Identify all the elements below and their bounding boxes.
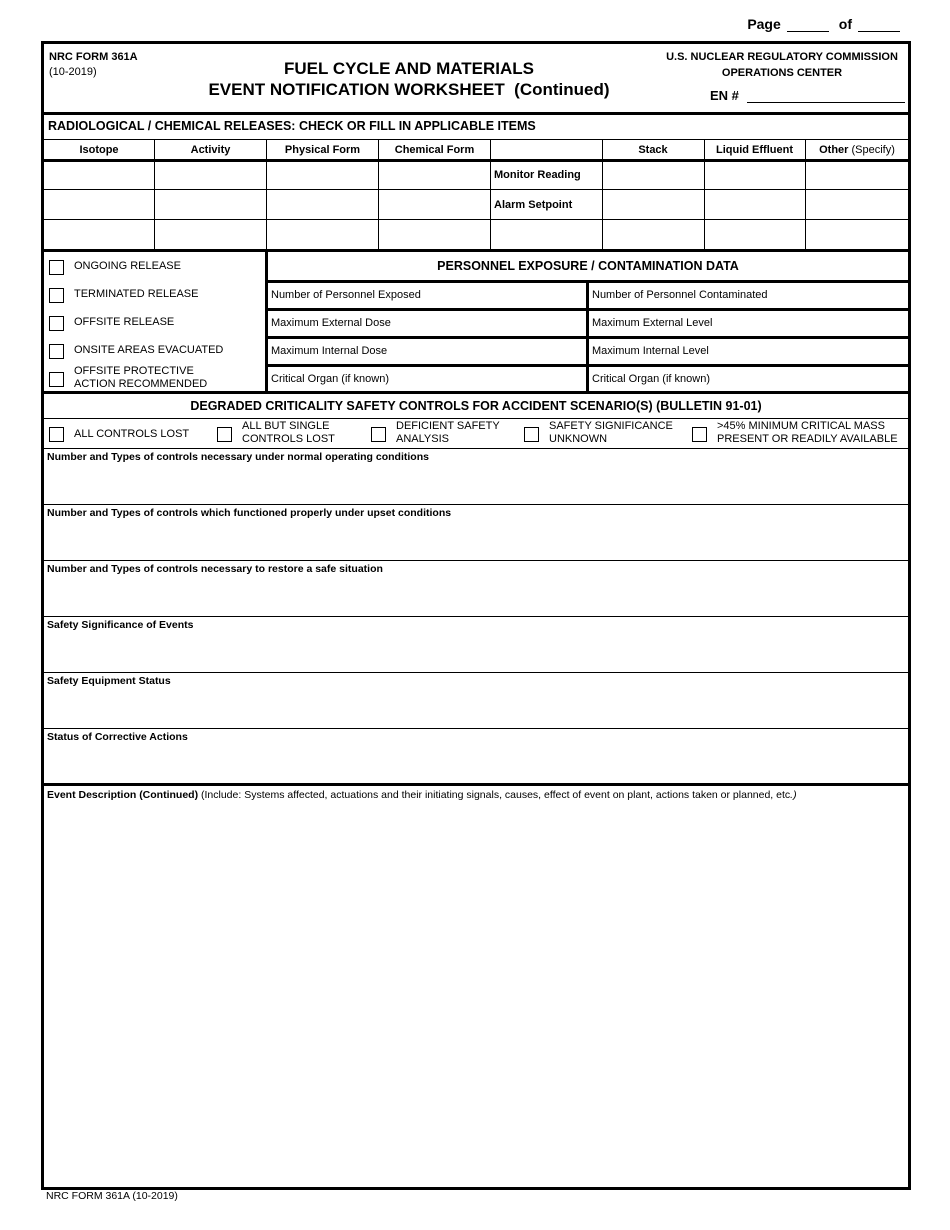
divider (378, 140, 379, 252)
restore-controls-field[interactable] (44, 577, 908, 615)
col-activity: Activity (190, 144, 231, 156)
agency-name: U.S. NUCLEAR REGULATORY COMMISSION (666, 51, 898, 63)
exposure-section-title: PERSONNEL EXPOSURE / CONTAMINATION DATA (437, 259, 739, 273)
all-but-single-label (242, 420, 335, 446)
isotope-cell[interactable] (44, 162, 154, 189)
divider (44, 448, 908, 449)
critical-mass-label (717, 420, 898, 446)
safety-significance-events-label: Safety Significance of Events (47, 619, 194, 631)
event-description-field[interactable] (44, 806, 908, 1184)
releases-section-title: RADIOLOGICAL / CHEMICAL RELEASES: CHECK OR FILL IN APPLICABLE ITEMS (48, 119, 536, 133)
upset-controls-field[interactable] (44, 521, 908, 559)
max-internal-level-label: Maximum Internal Level (592, 345, 709, 357)
form-date: (10-2019) (49, 66, 97, 78)
divider (154, 140, 155, 252)
en-label: EN # (710, 88, 739, 103)
critical-mass-checkbox[interactable] (692, 427, 707, 442)
max-external-dose-label: Maximum External Dose (271, 317, 391, 329)
activity-cell[interactable] (155, 162, 266, 189)
col-stack: Stack (638, 144, 668, 156)
divider (266, 140, 267, 252)
ongoing-release-label: ONGOING RELEASE (74, 260, 181, 272)
all-controls-lost-checkbox[interactable] (49, 427, 64, 442)
restore-controls-label: Number and Types of controls necessary to restore a safe situation (47, 563, 383, 575)
divider (602, 140, 603, 252)
divider (44, 560, 908, 561)
title-line-1: FUEL CYCLE AND MATERIALS (284, 59, 534, 78)
safety-significance-checkbox[interactable] (524, 427, 539, 442)
page-number-field[interactable] (787, 17, 829, 32)
title-line-2: EVENT NOTIFICATION WORKSHEET (Continued) (208, 80, 610, 99)
en-number (710, 86, 905, 103)
critical-mass-line-2: PRESENT OR READILY AVAILABLE (717, 433, 898, 445)
liquid-monitor-cell[interactable] (705, 162, 805, 189)
divider (44, 219, 908, 220)
divider (44, 616, 908, 617)
divider (704, 140, 705, 252)
form-footer: NRC FORM 361A (10-2019) (46, 1190, 178, 1202)
divider (44, 249, 908, 252)
offsite-protective-label (74, 365, 207, 391)
col-other (806, 140, 908, 160)
form-frame (41, 41, 911, 1190)
divider (44, 504, 908, 505)
critical-mass-line-1: >45% MINIMUM CRITICAL MASS (717, 420, 885, 432)
terminated-release-checkbox[interactable] (49, 288, 64, 303)
event-description-end: .) (790, 789, 797, 801)
normal-controls-field[interactable] (44, 465, 908, 503)
max-internal-dose-label: Maximum Internal Dose (271, 345, 388, 357)
offsite-protective-line-1: OFFSITE PROTECTIVE (74, 365, 194, 377)
divider (44, 672, 908, 673)
onsite-evacuated-checkbox[interactable] (49, 344, 64, 359)
form-number: NRC FORM 361A (49, 51, 138, 63)
event-description-label (47, 789, 797, 801)
criticality-section-title: DEGRADED CRITICALITY SAFETY CONTROLS FOR ACCIDENT SCENARIO(S) (BULLETIN 91-01) (190, 399, 762, 413)
col-other-specify: (Specify) (848, 144, 895, 156)
normal-controls-label: Number and Types of controls necessary under normal operating conditions (47, 451, 429, 463)
deficient-safety-label (396, 420, 500, 446)
safety-equipment-status-label: Safety Equipment Status (47, 675, 171, 687)
col-chemical-form: Chemical Form (394, 144, 475, 156)
offsite-protective-checkbox[interactable] (49, 372, 64, 387)
divider (805, 140, 806, 252)
deficient-safety-line-2: ANALYSIS (396, 433, 449, 445)
all-but-single-line-1: ALL BUT SINGLE (242, 420, 330, 432)
divider (44, 783, 908, 786)
deficient-safety-line-1: DEFICIENT SAFETY (396, 420, 500, 432)
ongoing-release-checkbox[interactable] (49, 260, 64, 275)
event-description-instructions: (Include: Systems affected, actuations and their initiating signals, causes, effect of event on plant, actions taken or planned, etc (198, 789, 791, 801)
personnel-contaminated-label: Number of Personnel Contaminated (592, 289, 768, 301)
personnel-exposed-label: Number of Personnel Exposed (271, 289, 421, 301)
alarm-setpoint-label: Alarm Setpoint (494, 199, 573, 211)
corrective-actions-field[interactable] (44, 745, 908, 783)
other-monitor-cell[interactable] (806, 162, 908, 189)
stack-monitor-cell[interactable] (603, 162, 704, 189)
safety-significance-label (549, 420, 673, 446)
physical-form-cell[interactable] (267, 162, 378, 189)
page-label: Page (747, 16, 781, 32)
offsite-release-checkbox[interactable] (49, 316, 64, 331)
safety-significance-line-1: SAFETY SIGNIFICANCE (549, 420, 673, 432)
col-isotope: Isotope (79, 144, 119, 156)
offsite-release-label: OFFSITE RELEASE (74, 316, 175, 328)
page-total-field[interactable] (858, 17, 900, 32)
divider (44, 728, 908, 729)
chemical-form-cell[interactable] (379, 162, 490, 189)
agency-block (662, 49, 902, 81)
max-external-level-label: Maximum External Level (592, 317, 713, 329)
col-liquid-effluent: Liquid Effluent (716, 144, 793, 156)
offsite-protective-line-2: ACTION RECOMMENDED (74, 378, 208, 390)
safety-significance-line-2: UNKNOWN (549, 433, 608, 445)
form-id (49, 50, 138, 80)
upset-controls-label: Number and Types of controls which functioned properly under upset conditions (47, 507, 452, 519)
terminated-release-label: TERMINATED RELEASE (74, 288, 199, 300)
col-physical-form: Physical Form (284, 144, 361, 156)
safety-significance-events-field[interactable] (44, 633, 908, 671)
monitor-reading-label: Monitor Reading (494, 169, 581, 181)
releases-table-header (44, 140, 908, 160)
safety-equipment-status-field[interactable] (44, 689, 908, 727)
all-controls-lost-label: ALL CONTROLS LOST (74, 428, 190, 440)
en-number-field[interactable] (747, 86, 905, 103)
corrective-actions-label: Status of Corrective Actions (47, 731, 188, 743)
page-number-line (747, 16, 900, 32)
divider (44, 189, 908, 190)
form-header (44, 44, 908, 115)
divider (490, 140, 491, 252)
col-other-label: Other (819, 144, 849, 156)
form-title (204, 58, 614, 100)
critical-organ-dose-label: Critical Organ (if known) (271, 373, 389, 385)
divider (586, 280, 589, 391)
agency-center: OPERATIONS CENTER (721, 67, 843, 79)
critical-organ-level-label: Critical Organ (if known) (592, 373, 710, 385)
event-description-title: Event Description (Continued) (47, 789, 199, 801)
all-but-single-checkbox[interactable] (217, 427, 232, 442)
divider (44, 391, 908, 394)
onsite-evacuated-label: ONSITE AREAS EVACUATED (74, 344, 224, 356)
divider (44, 418, 908, 419)
all-but-single-line-2: CONTROLS LOST (242, 433, 335, 445)
of-label: of (838, 16, 852, 32)
deficient-safety-checkbox[interactable] (371, 427, 386, 442)
